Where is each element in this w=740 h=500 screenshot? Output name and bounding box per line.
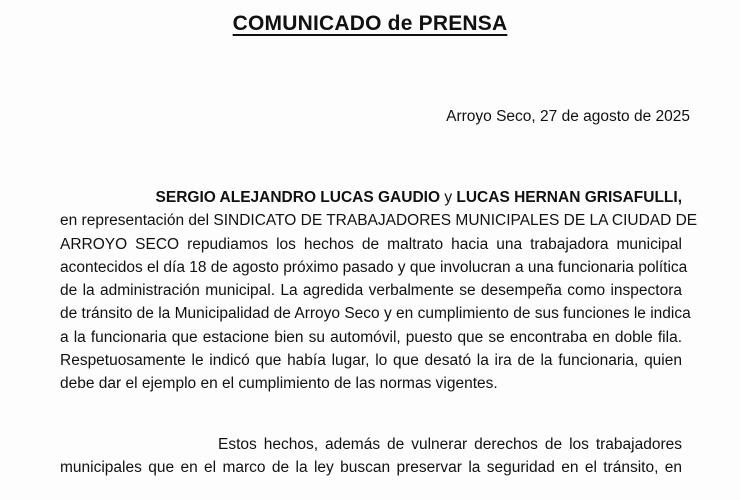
text-line: ARROYO SECO repudiamos los hechos de maltrato hacia una trabajadora municipal <box>60 235 682 253</box>
text-line: debe dar el ejemplo en el cumplimiento de las normas vigentes. <box>60 375 498 393</box>
text-line: Estos hechos, además de vulnerar derechos de los trabajadores <box>218 436 682 453</box>
text-line: en representación del SINDICATO DE TRABAJADORES MUNICIPALES DE LA CIUDAD DE <box>60 212 698 230</box>
document-title <box>0 12 740 36</box>
paragraph-1 <box>60 186 698 396</box>
signatory-1: SERGIO ALEJANDRO LUCAS GAUDIO <box>155 189 441 206</box>
text-line: Respetuosamente le indicó que había lugar, lo que desató la ira de la funcionaria, quien <box>60 352 682 370</box>
dateline: Arroyo Seco, 27 de agosto de 2025 <box>446 108 690 125</box>
text-line: de la administración municipal. La agredida verbalmente se desempeña como inspectora <box>60 282 682 300</box>
text-line: a la funcionaria que estacione bien su automóvil, puesto que se encontraba en doble fila. <box>60 328 682 346</box>
text-line: de tránsito de la Municipalidad de Arroyo Seco y en cumplimiento de sus funciones le indica <box>60 305 691 323</box>
signatory-2: LUCAS HERNAN GRISAFULLI, <box>456 189 682 206</box>
text-line: acontecidos el día 18 de agosto próximo pasado y que involucran a una funcionaria política <box>60 258 688 276</box>
signatories-line <box>60 186 682 209</box>
conjunction: y <box>440 189 457 206</box>
text-line: municipales que en el marco de la ley buscan preservar la seguridad en el tránsito, en <box>60 459 682 477</box>
paragraph-2 <box>60 433 682 480</box>
document-title-text: COMUNICADO de PRENSA <box>232 12 508 35</box>
